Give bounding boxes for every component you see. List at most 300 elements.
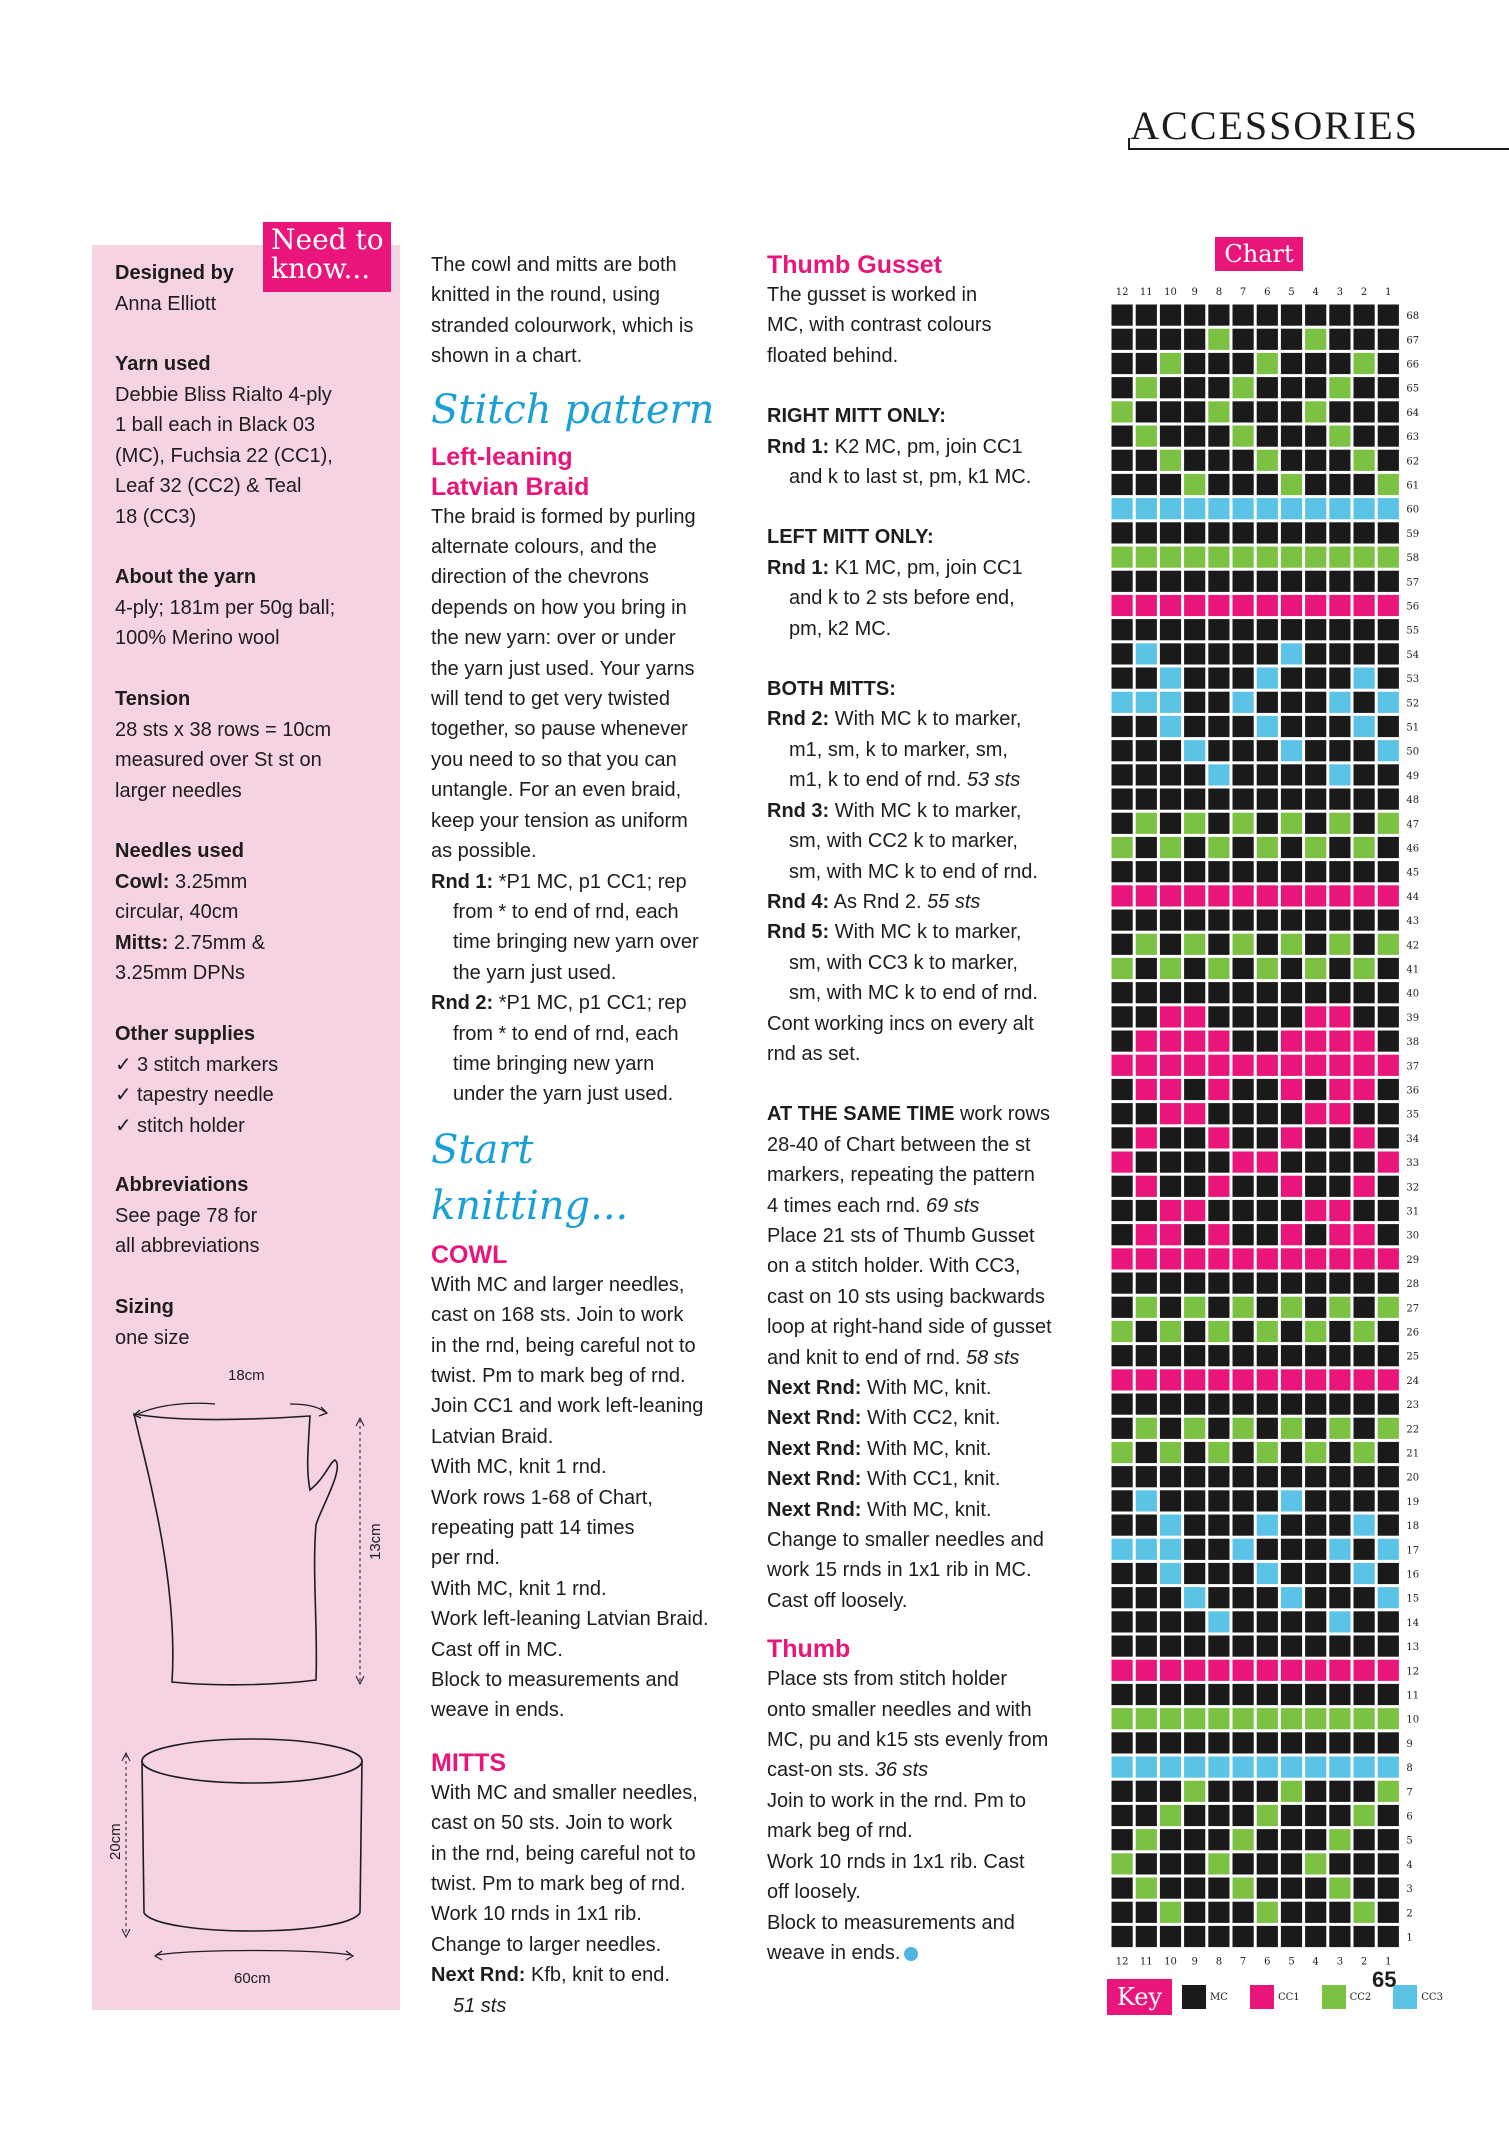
- chart-cell: [1305, 1660, 1326, 1681]
- chart-cell: [1184, 1490, 1205, 1511]
- chart-cell: [1160, 1684, 1181, 1705]
- chart-cell: [1305, 1490, 1326, 1511]
- rnd-text: Kfb, knit to end.: [525, 1964, 670, 1987]
- mitt-width-arrow-right: [290, 1404, 325, 1412]
- chart-cell: [1281, 1055, 1302, 1076]
- chart-cell: [1184, 450, 1205, 471]
- chart-cell: [1354, 934, 1375, 955]
- chart-cell: [1136, 1515, 1157, 1536]
- chart-cell: [1378, 1853, 1399, 1874]
- chart-cell: [1112, 1636, 1133, 1657]
- row-number: 43: [1406, 916, 1420, 928]
- chart-cell: [1329, 837, 1350, 858]
- chart-cell: [1329, 1563, 1350, 1584]
- chart-cell: [1305, 619, 1326, 640]
- chart-cell: [1257, 1781, 1278, 1802]
- chart-cell: [1329, 1127, 1350, 1148]
- chart-cell: [1233, 813, 1254, 834]
- cowl-line: Work rows 1-68 of Chart,: [431, 1486, 653, 1509]
- chart-cell: [1329, 1636, 1350, 1657]
- row-number: 65: [1406, 383, 1420, 395]
- chart-cell: [1208, 377, 1229, 398]
- chart-cell: [1378, 1297, 1399, 1318]
- designed-by-block: [115, 258, 385, 319]
- chart-cell: [1305, 1757, 1326, 1778]
- cowl-width-label: 60cm: [234, 1970, 271, 1987]
- chart-cell: [1281, 1152, 1302, 1173]
- chart-cell: [1281, 329, 1302, 350]
- chart-cell: [1160, 329, 1181, 350]
- chart-cell: [1233, 619, 1254, 640]
- chart-cell: [1160, 1006, 1181, 1027]
- rnd-text: m1, k to end of rnd.: [789, 769, 967, 792]
- chart-cell: [1136, 1248, 1157, 1269]
- row-number: 34: [1406, 1133, 1420, 1145]
- yarn-used-block: [115, 349, 385, 532]
- chart-cell: [1208, 813, 1229, 834]
- chart-cell: [1354, 1273, 1375, 1294]
- thumb-line: MC, pu and k15 sts evenly from: [767, 1729, 1049, 1752]
- chart-cell: [1329, 1684, 1350, 1705]
- rnd-label: Rnd 1:: [767, 556, 830, 579]
- chart-cell: [1281, 1031, 1302, 1052]
- chart-cell: [1257, 1611, 1278, 1632]
- chart-cell: [1160, 1732, 1181, 1753]
- chart-cell: [1208, 1515, 1229, 1536]
- chart-cell: [1354, 1127, 1375, 1148]
- chart-cell: [1208, 1152, 1229, 1173]
- chart-cell: [1184, 1539, 1205, 1560]
- chart-cell: [1257, 668, 1278, 689]
- chart-cell: [1160, 885, 1181, 906]
- chart-cell: [1112, 1563, 1133, 1584]
- chart-cell: [1281, 1248, 1302, 1269]
- chart-cell: [1136, 1587, 1157, 1608]
- column-number-bottom: 9: [1191, 1956, 1198, 1968]
- column-number-top: 3: [1336, 287, 1344, 298]
- chart-cell: [1208, 934, 1229, 955]
- need-to-know-badge: Need to know...: [263, 222, 391, 292]
- chart-cell: [1233, 474, 1254, 495]
- chart-cell: [1208, 958, 1229, 979]
- chart-cell: [1233, 1031, 1254, 1052]
- chart-cell: [1160, 1757, 1181, 1778]
- chart-cell: [1160, 1781, 1181, 1802]
- chart-cell: [1281, 1345, 1302, 1366]
- chart-cell: [1184, 353, 1205, 374]
- chart-cell: [1305, 1418, 1326, 1439]
- chart-cell: [1233, 837, 1254, 858]
- chart-cell: [1257, 1055, 1278, 1076]
- chart-cell: [1160, 450, 1181, 471]
- about-yarn-line: 100% Merino wool: [115, 627, 280, 649]
- chart-cell: [1184, 619, 1205, 640]
- chart-cell: [1354, 813, 1375, 834]
- chart-cell: [1184, 329, 1205, 350]
- yarn-line: 1 ball each in Black 03: [115, 414, 316, 436]
- chart-cell: [1136, 1781, 1157, 1802]
- chart-cell: [1112, 885, 1133, 906]
- chart-cell: [1184, 861, 1205, 882]
- chart-cell: [1378, 1563, 1399, 1584]
- key-label: CC3: [1421, 1991, 1443, 2003]
- abbreviations-heading: Abbreviations: [115, 1174, 249, 1196]
- chart-cell: [1184, 1781, 1205, 1802]
- chart-cell: [1354, 1926, 1375, 1947]
- chart-cell: [1329, 910, 1350, 931]
- chart-cell: [1281, 474, 1302, 495]
- chart-cell: [1160, 764, 1181, 785]
- chart-cell: [1233, 1902, 1254, 1923]
- chart-cell: [1208, 1781, 1229, 1802]
- mitt-diagram: [120, 1360, 384, 1705]
- row-number: 44: [1406, 891, 1420, 903]
- chart-cell: [1160, 789, 1181, 810]
- rnd-text: With MC, knit.: [861, 1437, 992, 1460]
- chart-cell: [1160, 692, 1181, 713]
- chart-cell: [1305, 643, 1326, 664]
- chart-cell: [1233, 1684, 1254, 1705]
- braid-heading: Latvian Braid: [431, 472, 590, 501]
- thumb-line: Place sts from stitch holder: [767, 1668, 1008, 1691]
- chart-cell: [1233, 910, 1254, 931]
- key-swatch-cc2: [1322, 1985, 1346, 2009]
- chart-cell: [1329, 861, 1350, 882]
- chart-cell: [1281, 1224, 1302, 1245]
- chart-cell: [1305, 353, 1326, 374]
- chart-cell: [1281, 595, 1302, 616]
- row-number: 51: [1406, 722, 1420, 734]
- cowl-bottom-curve: [144, 1913, 360, 1931]
- cowl-needle-label: Cowl:: [115, 870, 170, 893]
- chart-cell: [1329, 1587, 1350, 1608]
- chart-cell: [1112, 1006, 1133, 1027]
- chart-cell: [1233, 885, 1254, 906]
- chart-cell: [1184, 668, 1205, 689]
- chart-cell: [1208, 1055, 1229, 1076]
- chart-cell: [1160, 1442, 1181, 1463]
- thumb-line: mark beg of rnd.: [767, 1820, 913, 1843]
- chart-cell: [1184, 1103, 1205, 1124]
- chart-cell: [1112, 1660, 1133, 1681]
- chart-cell: [1208, 885, 1229, 906]
- cowl-line: weave in ends.: [431, 1699, 565, 1722]
- chart-cell: [1305, 1176, 1326, 1197]
- chart-cell: [1257, 450, 1278, 471]
- chart-cell: [1329, 450, 1350, 471]
- chart-cell: [1136, 547, 1157, 568]
- chart-cell: [1329, 305, 1350, 326]
- chart-cell: [1112, 1757, 1133, 1778]
- chart-cell: [1281, 1127, 1302, 1148]
- chart-cell: [1329, 885, 1350, 906]
- chart-cell: [1208, 619, 1229, 640]
- chart-cell: [1136, 329, 1157, 350]
- chart-cell: [1160, 1127, 1181, 1148]
- rnd-text: K1 MC, pm, join CC1: [829, 556, 1023, 579]
- chart-cell: [1281, 789, 1302, 810]
- chart-cell: [1378, 377, 1399, 398]
- chart-cell: [1354, 910, 1375, 931]
- row-number: 60: [1406, 504, 1420, 516]
- tension-line: 28 sts x 38 rows = 10cm: [115, 718, 332, 741]
- chart-cell: [1305, 764, 1326, 785]
- chart-cell: [1184, 1660, 1205, 1681]
- chart-cell: [1354, 1031, 1375, 1052]
- rnd-label: Rnd 2:: [431, 992, 494, 1015]
- chart-cell: [1112, 643, 1133, 664]
- chart-cell: [1281, 837, 1302, 858]
- rnd-text: sm, with CC3 k to marker,: [789, 951, 1018, 974]
- chart-cell: [1378, 1394, 1399, 1415]
- chart-cell: [1378, 1006, 1399, 1027]
- chart-cell: [1184, 1732, 1205, 1753]
- chart-cell: [1378, 910, 1399, 931]
- tension-line: larger needles: [115, 779, 242, 802]
- rnd-text: With MC, knit.: [861, 1498, 992, 1521]
- chart-cell: [1281, 1394, 1302, 1415]
- chart-cell: [1305, 1369, 1326, 1390]
- chart-cell: [1112, 982, 1133, 1003]
- chart-cell: [1136, 1684, 1157, 1705]
- stitch-count: 69 sts: [925, 1194, 980, 1217]
- row-number: 9: [1406, 1738, 1413, 1750]
- chart-cell: [1378, 1902, 1399, 1923]
- chart-cell: [1184, 1418, 1205, 1439]
- chart-cell: [1160, 837, 1181, 858]
- chart-cell: [1112, 813, 1133, 834]
- chart-cell: [1378, 1926, 1399, 1947]
- braid-line: alternate colours, and the: [431, 536, 657, 559]
- chart-cell: [1208, 1490, 1229, 1511]
- chart-cell: [1160, 934, 1181, 955]
- chart-cell: [1233, 1345, 1254, 1366]
- chart-cell: [1208, 1708, 1229, 1729]
- chart-cell: [1208, 1369, 1229, 1390]
- chart-cell: [1378, 1418, 1399, 1439]
- column-number-top: 9: [1191, 287, 1198, 298]
- chart-cell: [1233, 1127, 1254, 1148]
- chart-cell: [1233, 450, 1254, 471]
- arrowhead-icon: [346, 1951, 353, 1960]
- mitt-height-label: 13cm: [367, 1523, 384, 1560]
- chart-cell: [1112, 595, 1133, 616]
- cowl-line: in the rnd, being careful not to: [431, 1334, 696, 1357]
- cowl-top-ellipse: [142, 1739, 362, 1783]
- chart-cell: [1208, 426, 1229, 447]
- column-number-top: 10: [1164, 287, 1177, 298]
- sizing-text: one size: [115, 1326, 190, 1349]
- chart-cell: [1233, 401, 1254, 422]
- chart-cell: [1184, 1805, 1205, 1826]
- chart-cell: [1112, 1055, 1133, 1076]
- yarn-line: Leaf 32 (CC2) & Teal: [115, 475, 302, 497]
- row-number: 20: [1406, 1472, 1420, 1484]
- chart-cell: [1233, 1176, 1254, 1197]
- rnd-text: the yarn just used.: [453, 961, 617, 984]
- chart-cell: [1184, 934, 1205, 955]
- chart-cell: [1160, 353, 1181, 374]
- chart-cell: [1281, 692, 1302, 713]
- chart-cell: [1233, 1224, 1254, 1245]
- header-rule: [1128, 148, 1509, 150]
- supply-item: stitch holder: [137, 1114, 245, 1137]
- chart-cell: [1378, 1781, 1399, 1802]
- mitts-line: twist. Pm to mark beg of rnd.: [431, 1873, 686, 1896]
- chart-cell: [1112, 910, 1133, 931]
- column-number-top: 12: [1115, 287, 1129, 298]
- intro-line: stranded colourwork, which is: [431, 314, 694, 337]
- chart-cell: [1233, 1394, 1254, 1415]
- chart-cell: [1354, 401, 1375, 422]
- chart-cell: [1305, 716, 1326, 737]
- chart-cell: [1112, 1878, 1133, 1899]
- rnd-text: With MC, knit.: [861, 1377, 992, 1399]
- chart-cell: [1281, 716, 1302, 737]
- chart-cell: [1160, 1926, 1181, 1947]
- chart-cell: [1208, 1636, 1229, 1657]
- chart-cell: [1354, 1103, 1375, 1124]
- chart-cell: [1112, 1152, 1133, 1173]
- chart-cell: [1136, 595, 1157, 616]
- row-number: 42: [1406, 940, 1420, 952]
- chart-cell: [1329, 1611, 1350, 1632]
- chart-cell: [1354, 1394, 1375, 1415]
- chart-cell: [1281, 1878, 1302, 1899]
- needles-heading: Needles used: [115, 840, 244, 862]
- chart-cell: [1378, 547, 1399, 568]
- chart-cell: [1136, 1055, 1157, 1076]
- mitts-needle-text: 2.75mm &: [168, 931, 266, 954]
- column-number-top: 8: [1215, 287, 1223, 298]
- chart-cell: [1354, 1055, 1375, 1076]
- chart-cell: [1184, 1587, 1205, 1608]
- chart-cell: [1378, 1829, 1399, 1850]
- chart-cell: [1329, 1926, 1350, 1947]
- mitt-width-arrow-left: [138, 1403, 215, 1414]
- chart-cell: [1329, 595, 1350, 616]
- chart-cell: [1329, 1224, 1350, 1245]
- chart-cell: [1233, 1660, 1254, 1681]
- chart-cell: [1160, 1563, 1181, 1584]
- chart-cell: [1257, 1732, 1278, 1753]
- chart-cell: [1378, 426, 1399, 447]
- chart-cell: [1378, 1224, 1399, 1245]
- chart-cell: [1257, 619, 1278, 640]
- mitts-needle-text-2: 3.25mm DPNs: [115, 962, 246, 984]
- chart-cell: [1233, 1708, 1254, 1729]
- chart-cell: [1305, 1079, 1326, 1100]
- right-mitt-heading: RIGHT MITT ONLY:: [767, 405, 946, 428]
- chart-cell: [1257, 595, 1278, 616]
- chart-cell: [1160, 1079, 1181, 1100]
- chart-cell: [1184, 595, 1205, 616]
- chart-cell: [1208, 1006, 1229, 1027]
- row-number: 16: [1406, 1569, 1420, 1581]
- chart-cell: [1112, 1103, 1133, 1124]
- chart-cell: [1136, 522, 1157, 543]
- chart-cell: [1378, 1152, 1399, 1173]
- chart-cell: [1136, 1079, 1157, 1100]
- chart-cell: [1233, 498, 1254, 519]
- chart-cell: [1112, 377, 1133, 398]
- chart-cell: [1233, 1611, 1254, 1632]
- chart-cell: [1208, 1079, 1229, 1100]
- chart-cell: [1354, 1248, 1375, 1269]
- place-line: Place 21 sts of Thumb Gusset: [767, 1224, 1035, 1247]
- chart-cell: [1329, 329, 1350, 350]
- chart-cell: [1136, 813, 1157, 834]
- chart-cell: [1208, 1394, 1229, 1415]
- chart-cell: [1112, 1031, 1133, 1052]
- thumb-line: Join to work in the rnd. Pm to: [767, 1789, 1027, 1812]
- chart-cell: [1257, 401, 1278, 422]
- chart-cell: [1354, 1079, 1375, 1100]
- chart-cell: [1305, 813, 1326, 834]
- chart-cell: [1233, 716, 1254, 737]
- needles-block: [115, 836, 385, 989]
- chart-cell: [1354, 1611, 1375, 1632]
- chart-cell: [1329, 619, 1350, 640]
- chart-cell: [1329, 1176, 1350, 1197]
- chart-cell: [1257, 1708, 1278, 1729]
- both-mitts-heading: BOTH MITTS:: [767, 678, 896, 701]
- cowl-line: Block to measurements and: [431, 1669, 679, 1692]
- row-number: 39: [1406, 1012, 1420, 1024]
- chart-cell: [1329, 692, 1350, 713]
- cowl-line: repeating patt 14 times: [431, 1517, 635, 1539]
- chart-cell: [1233, 740, 1254, 761]
- chart-cell: [1233, 1103, 1254, 1124]
- chart-cell: [1354, 740, 1375, 761]
- chart-cell: [1378, 1345, 1399, 1366]
- chart-cell: [1184, 716, 1205, 737]
- chart-cell: [1257, 1394, 1278, 1415]
- chart-cell: [1112, 668, 1133, 689]
- chart-cell: [1354, 377, 1375, 398]
- chart-cell: [1112, 547, 1133, 568]
- chart-cell: [1233, 934, 1254, 955]
- chart-cell: [1378, 1369, 1399, 1390]
- chart-cell: [1208, 450, 1229, 471]
- thumb-line: off loosely.: [767, 1881, 861, 1904]
- chart-cell: [1257, 1273, 1278, 1294]
- chart-cell: [1281, 1587, 1302, 1608]
- chart-cell: [1208, 1611, 1229, 1632]
- chart-cell: [1329, 1829, 1350, 1850]
- row-number: 55: [1406, 625, 1420, 637]
- row-number: 28: [1406, 1279, 1420, 1291]
- cowl-line: With MC and larger needles,: [431, 1273, 685, 1296]
- row-number: 17: [1406, 1545, 1420, 1557]
- chart-cell: [1136, 740, 1157, 761]
- chart-cell: [1184, 982, 1205, 1003]
- chart-cell: [1378, 522, 1399, 543]
- row-number: 61: [1406, 480, 1420, 492]
- chart-cell: [1112, 1200, 1133, 1221]
- chart-cell: [1160, 910, 1181, 931]
- chart-cell: [1160, 474, 1181, 495]
- key-badge: Key: [1107, 1979, 1172, 2015]
- chart-cell: [1329, 522, 1350, 543]
- chart-cell: [1257, 1466, 1278, 1487]
- chart-cell: [1112, 1829, 1133, 1850]
- chart-cell: [1160, 861, 1181, 882]
- chart-cell: [1160, 1055, 1181, 1076]
- chart-cell: [1233, 1248, 1254, 1269]
- chart-cell: [1378, 813, 1399, 834]
- chart-cell: [1354, 474, 1375, 495]
